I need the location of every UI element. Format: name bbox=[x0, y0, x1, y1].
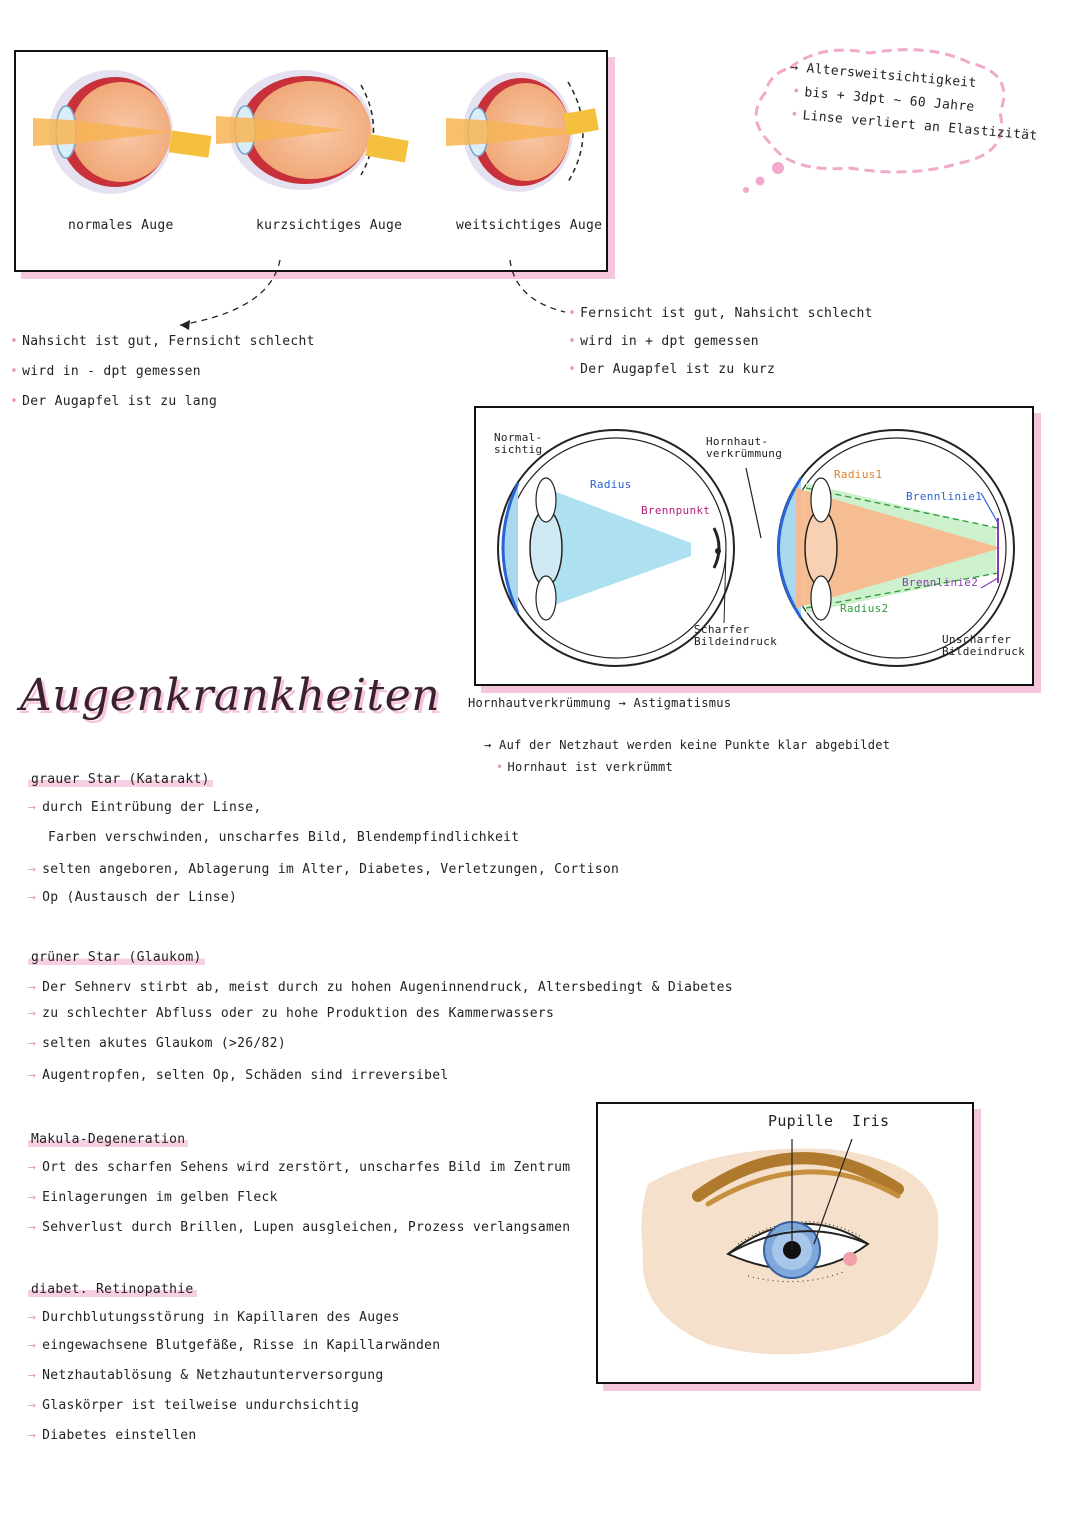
label-myopic-eye: kurzsichtiges Auge bbox=[256, 218, 403, 233]
cloud-line-2: • Linse verliert an Elastizität bbox=[790, 107, 1038, 144]
disease-title-retinopathy: diabet. Retinopathie bbox=[28, 1282, 197, 1297]
cloud-line-1: • bis + 3dpt ~ 60 Jahre bbox=[792, 84, 975, 115]
hyperopic-eye-drawing bbox=[446, 72, 599, 192]
retinopathy-line-4: → Glaskörper ist teilweise undurchsichtig bbox=[28, 1398, 359, 1413]
connector-arrows bbox=[170, 240, 820, 340]
normal-eye-drawing bbox=[33, 70, 211, 194]
label-focal-point: Brennpunkt bbox=[641, 504, 711, 517]
label-focal-line-2: Brennlinie2 bbox=[902, 576, 979, 589]
retinopathy-line-5: → Diabetes einstellen bbox=[28, 1428, 197, 1443]
cataract-line-3: → selten angeboren, Ablagerung im Alter, Diabetes, Verletzungen, Cortison bbox=[28, 862, 619, 877]
astigmatic-eye-cross-section bbox=[746, 430, 1014, 666]
disease-title-cataract: grauer Star (Katarakt) bbox=[28, 772, 213, 787]
label-iris: Iris bbox=[852, 1112, 890, 1130]
label-normal-sighted: Normal- sichtig bbox=[494, 431, 543, 456]
disease-title-macular: Makula-Degeneration bbox=[28, 1132, 188, 1147]
label-radius-2: Radius2 bbox=[840, 602, 889, 615]
label-radius-1: Radius1 bbox=[834, 468, 883, 481]
cataract-line-1: → durch Eintrübung der Linse, bbox=[28, 800, 262, 815]
retinopathy-line-1: → Durchblutungsstörung in Kapillaren des Auges bbox=[28, 1310, 400, 1325]
disease-title-glaucoma: grüner Star (Glaukom) bbox=[28, 950, 205, 965]
astigmatism-note-title: Hornhautverkrümmung → Astigmatismus bbox=[468, 696, 732, 710]
retinopathy-line-3: → Netzhautablösung & Netzhautunterversorgung bbox=[28, 1368, 383, 1383]
eye-comparison-panel bbox=[14, 50, 608, 272]
label-corneal-curvature: Hornhaut- verkrümmung bbox=[706, 435, 783, 460]
cataract-line-4: → Op (Austausch der Linse) bbox=[28, 890, 237, 905]
myopia-note-1: • Nahsicht ist gut, Fernsicht schlecht bbox=[10, 334, 315, 349]
hyperopia-note-1: • Fernsicht ist gut, Nahsicht schlecht bbox=[568, 306, 873, 321]
eye-comparison-diagram bbox=[16, 52, 606, 270]
retinopathy-line-2: → eingewachsene Blutgefäße, Risse in Kapillarwänden bbox=[28, 1338, 440, 1353]
label-blurry-image: Unscharfer Bildeindruck bbox=[942, 633, 1026, 658]
myopia-note-2: • wird in - dpt gemessen bbox=[10, 364, 201, 379]
cloud-title: → Altersweitsichtigkeit bbox=[789, 59, 978, 92]
eye-illustration-panel bbox=[596, 1102, 974, 1384]
hyperopia-note-3: • Der Augapfel ist zu kurz bbox=[568, 362, 775, 377]
astigmatism-note-2: • Hornhaut ist verkrümmt bbox=[496, 760, 673, 774]
myopia-note-3: • Der Augapfel ist zu lang bbox=[10, 394, 217, 409]
macular-line-2: → Einlagerungen im gelben Fleck bbox=[28, 1190, 278, 1205]
label-focal-line-1: Brennlinie1 bbox=[906, 490, 983, 503]
label-hyperopic-eye: weitsichtiges Auge bbox=[456, 218, 603, 233]
macular-line-3: → Sehverlust durch Brillen, Lupen ausgleichen, Prozess verlangsamen bbox=[28, 1220, 570, 1235]
glaucoma-line-3: → selten akutes Glaukom (>26/82) bbox=[28, 1036, 286, 1051]
cataract-line-2: Farben verschwinden, unscharfes Bild, Blendempfindlichkeit bbox=[48, 830, 520, 845]
label-sharp-image: Scharfer Bildeindruck bbox=[694, 623, 778, 648]
astigmatism-panel bbox=[474, 406, 1034, 686]
eye-illustration bbox=[598, 1104, 972, 1382]
glaucoma-line-1: → Der Sehnerv stirbt ab, meist durch zu hohen Augeninnendruck, Altersbedingt & Diabetes bbox=[28, 980, 733, 995]
label-pupil: Pupille bbox=[768, 1112, 834, 1130]
myopic-eye-drawing bbox=[216, 70, 409, 190]
glaucoma-line-2: → zu schlechter Abfluss oder zu hohe Produktion des Kammerwassers bbox=[28, 1006, 554, 1021]
section-title: Augenkrankheiten bbox=[20, 670, 441, 721]
macular-line-1: → Ort des scharfen Sehens wird zerstört, unscharfes Bild im Zentrum bbox=[28, 1160, 570, 1175]
astigmatism-note-1: → Auf der Netzhaut werden keine Punkte klar abgebildet bbox=[484, 738, 891, 752]
glaucoma-line-4: → Augentropfen, selten Op, Schäden sind irreversibel bbox=[28, 1068, 448, 1083]
label-radius: Radius bbox=[590, 478, 632, 491]
hyperopia-note-2: • wird in + dpt gemessen bbox=[568, 334, 759, 349]
label-normal-eye: normales Auge bbox=[68, 218, 174, 233]
